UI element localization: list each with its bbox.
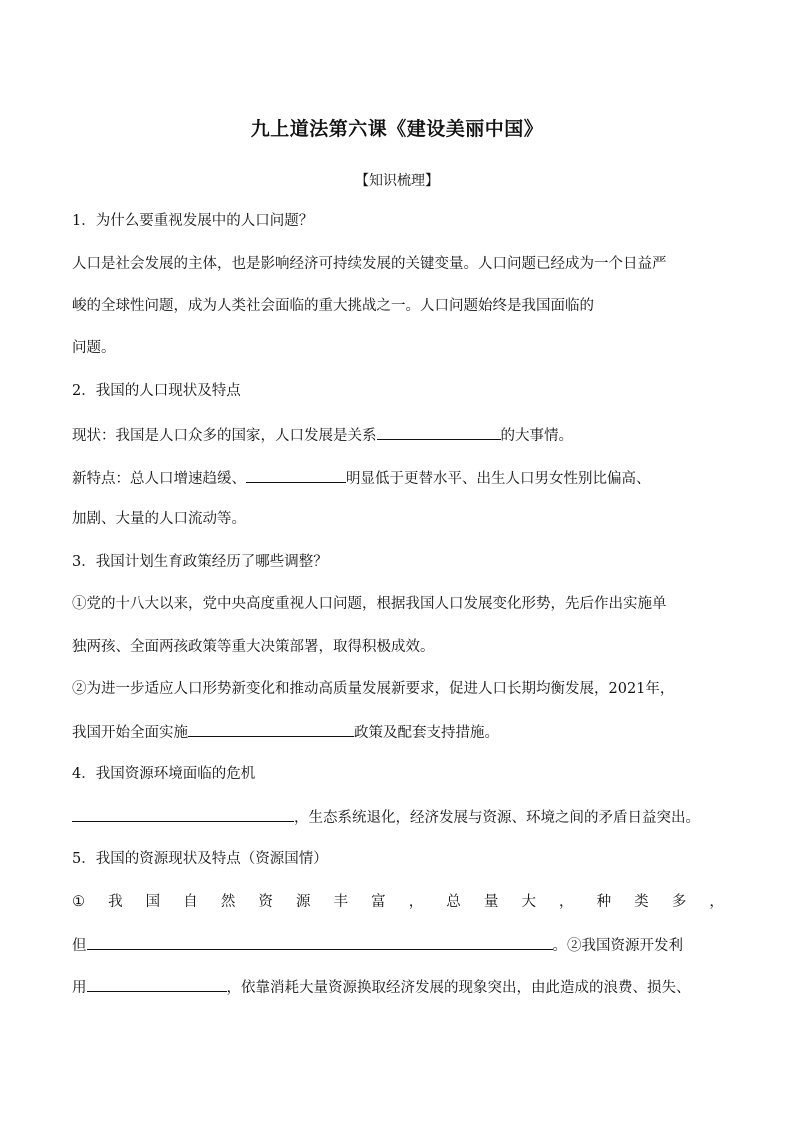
q5-spread-char: 总 [446,894,461,910]
q3-p2-line-2 [72,721,724,743]
q2-status-line [72,424,724,446]
q5-spread-char: 量 [483,894,499,910]
q5-line2-prefix: 但 [72,938,87,954]
q1-line-1: 人口是社会发展的主体，也是影响经济可持续发展的关键变量。人口问题已经成为一个日益严 [72,256,667,272]
q2-status-suffix: 的大事情。 [500,428,573,444]
q5-spread-char: ， [408,894,424,910]
q4-line-suffix: ，生态系统退化，经济发展与资源、环境之间的矛盾日益突出。 [294,810,700,826]
question-1-heading: 1．为什么要重视发展中的人口问题？ [72,213,314,229]
fill-blank[interactable] [188,721,354,737]
fill-blank[interactable] [72,806,294,822]
q5-line3-prefix: 用 [72,980,87,996]
q5-spread-char: 国 [145,894,161,910]
q1-line-2: 峻的全球性问题，成为人类社会面临的重大挑战之一。人口问题始终是我国面临的 [72,298,594,314]
fill-blank[interactable] [87,976,227,992]
q5-spread-char: 然 [220,894,236,910]
q3-p2-line-1: ②为进一步适应人口形势新变化和推动高质量发展新要求，促进人口长期均衡发展，2021年， [72,681,675,697]
q5-spread-char: ， [709,894,724,910]
q5-spread-char: 我 [108,894,123,910]
q5-spread-char: ① [72,894,85,910]
q5-spread-char: 资 [258,894,273,910]
q5-spread-line [72,892,724,912]
q5-spread-char: ， [559,894,574,910]
fill-blank[interactable] [377,424,501,440]
q5-spread-char: 多 [671,894,687,910]
fill-blank[interactable] [246,467,346,483]
q5-line3-suffix: ，依靠消耗大量资源换取经济发展的现象突出，由此造成的浪费、损失、 [226,980,691,996]
page-title: 九上道法第六课《建设美丽中国》 [250,118,544,140]
q2-features-suffix: 明显低于更替水平、出生人口男女性别比偏高、 [346,471,651,487]
q5-line-3 [72,976,724,998]
question-5-heading: 5．我国的资源现状及特点（资源国情） [72,851,328,867]
q4-line [72,806,724,828]
question-4-heading: 4．我国资源环境面临的危机 [72,766,256,782]
q3-p2-suffix: 政策及配套支持措施。 [354,725,499,741]
q5-spread-char: 自 [183,894,198,910]
section-heading: 【知识梳理】 [355,173,439,189]
q5-spread-char: 种 [596,894,612,910]
q3-p1-line-2: 独两孩、全面两孩政策等重大决策部署，取得积极成效。 [72,639,435,655]
question-2-heading: 2．我国的人口现状及特点 [72,383,241,399]
q3-p1-line-1: ①党的十八大以来，党中央高度重视人口问题，根据我国人口发展变化形势，先后作出实施单 [72,596,667,612]
q5-spread-char: 丰 [333,894,349,910]
q5-line2-suffix: 。②我国资源开发利 [552,938,683,954]
q5-line-2 [72,934,724,956]
q2-features-line-2: 加剧、大量的人口流动等。 [72,511,246,527]
q2-features-prefix: 新特点：总人口增速趋缓、 [72,471,246,487]
q5-spread-char: 源 [295,894,311,910]
q5-spread-char: 富 [371,894,386,910]
q2-features-line [72,467,724,489]
q5-spread-char: 类 [634,894,649,910]
q5-spread-char: 大 [521,894,536,910]
question-3-heading: 3．我国计划生育政策经历了哪些调整？ [72,554,328,570]
q3-p2-prefix: 我国开始全面实施 [72,725,188,741]
q2-status-prefix: 现状：我国是人口众多的国家，人口发展是关系 [72,428,377,444]
fill-blank[interactable] [87,934,553,950]
q1-line-3: 问题。 [72,340,116,356]
